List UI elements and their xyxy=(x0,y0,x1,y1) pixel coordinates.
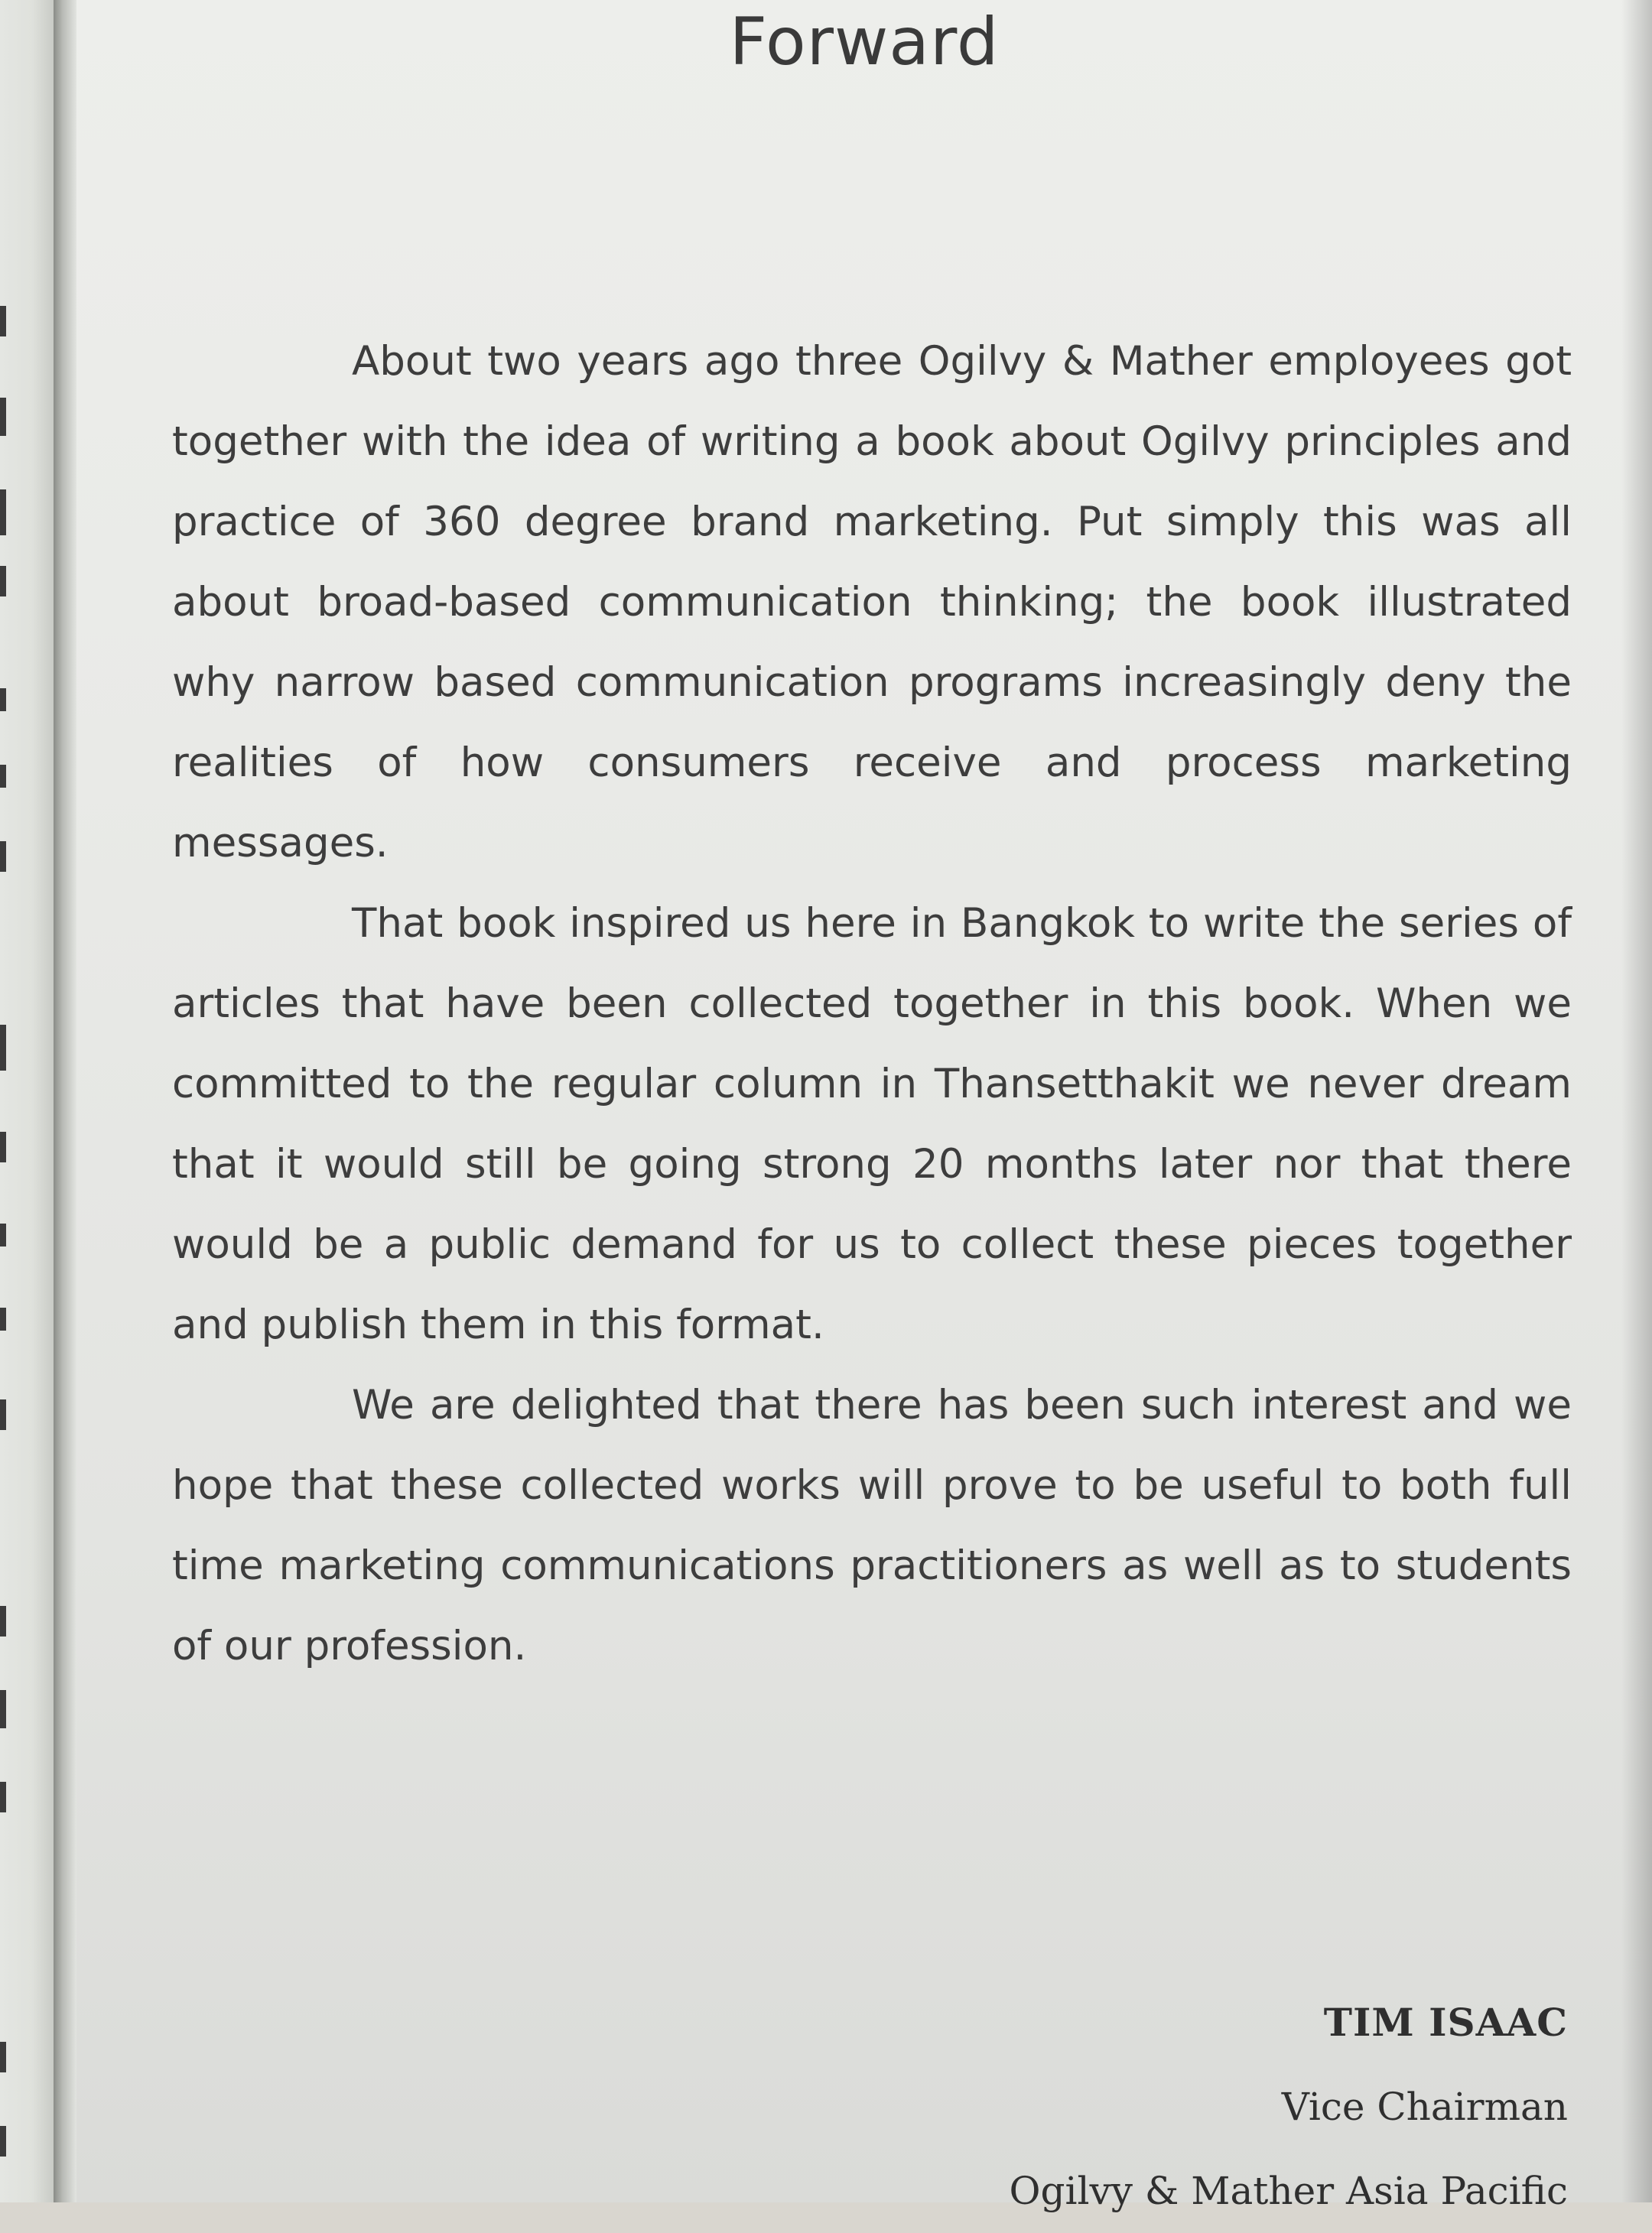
facing-page-mark xyxy=(0,566,6,596)
facing-page-mark xyxy=(0,398,6,436)
book-gutter-shadow xyxy=(54,0,76,2202)
signatory-company: Ogilvy & Mather Asia Pacific xyxy=(1009,2169,1568,2213)
facing-page-mark xyxy=(0,1399,6,1430)
facing-page-mark xyxy=(0,1606,6,1637)
paragraph-3: We are delighted that there has been such interest and we hope that these collected works will prove to be useful to both full time marketing communications practitioners as well as to students of our profession. xyxy=(172,1382,1572,1669)
facing-page-mark xyxy=(0,1025,6,1071)
facing-page-mark xyxy=(0,2042,6,2072)
paragraph-1: About two years ago three Ogilvy & Mather employees got together with the idea of writing a book about Ogilvy principles and practice of 360 degree brand marketing. Put simply this was all about broad-based communication thinking; the book illustrated why narrow based communication programs increasingly deny the realities of how consumers receive and process marketing messages. xyxy=(172,338,1572,866)
facing-page-mark xyxy=(0,688,6,711)
facing-page-mark xyxy=(0,1782,6,1812)
facing-page-mark xyxy=(0,489,6,535)
page-title: Forward xyxy=(729,4,1000,80)
facing-page-mark xyxy=(0,765,6,788)
foreword-body xyxy=(172,321,1572,1686)
facing-page-mark xyxy=(0,1690,6,1728)
signatory-position: Vice Chairman xyxy=(1281,2085,1568,2129)
signatory-name: TIM ISAAC xyxy=(1323,2000,1568,2045)
signature-block xyxy=(1010,1981,1568,2233)
facing-page-mark xyxy=(0,1308,6,1331)
facing-page-mark xyxy=(0,1224,6,1247)
facing-page-mark xyxy=(0,841,6,872)
facing-page-mark xyxy=(0,1132,6,1162)
paragraph-2: That book inspired us here in Bangkok to write the series of articles that have been collected together in this book. When we committed to the regular column in Thansetthakit we never dream that it would still be going strong 20 months later nor that there would be a public demand for us to collect these pieces together and publish them in this format. xyxy=(172,900,1572,1348)
facing-page-edge xyxy=(0,0,54,2202)
page-edge-shadow xyxy=(1621,0,1652,2202)
facing-page-mark xyxy=(0,306,6,336)
facing-page-mark xyxy=(0,2126,6,2157)
book-page xyxy=(76,0,1652,2213)
